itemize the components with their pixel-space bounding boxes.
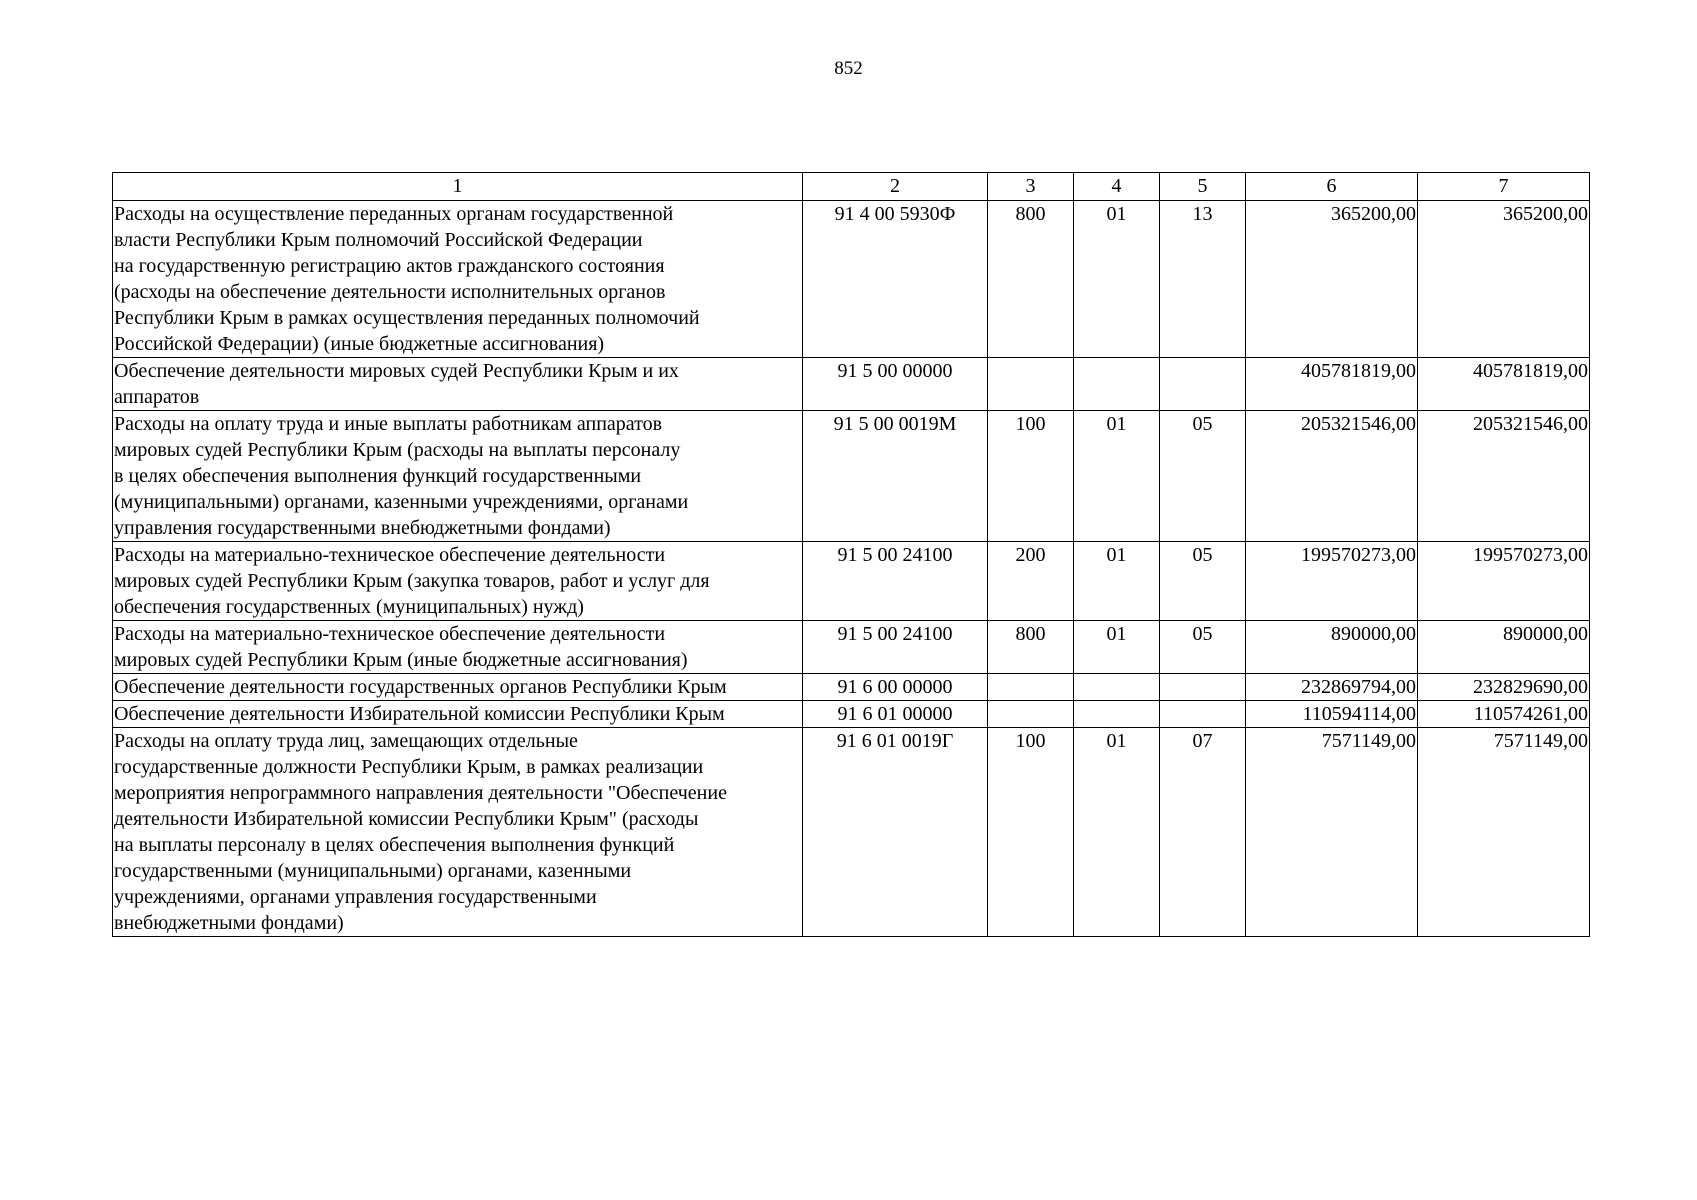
- amount-year-2: 365200,00: [1418, 201, 1590, 358]
- subsection-code: 07: [1160, 728, 1246, 937]
- description-line: учреждениями, органами управления государственными: [114, 886, 597, 908]
- section-code: [1074, 701, 1160, 728]
- description-line: на выплаты персоналу в целях обеспечения выполнения функций: [114, 834, 675, 856]
- column-header: 4: [1074, 173, 1160, 201]
- amount-year-2: 232829690,00: [1418, 674, 1590, 701]
- subsection-code: [1160, 358, 1246, 411]
- target-article-code: 91 5 00 24100: [803, 621, 988, 674]
- description-line: на государственную регистрацию актов гражданского состояния: [114, 255, 665, 277]
- table-row: [113, 201, 1590, 358]
- expense-type-code: [988, 674, 1074, 701]
- amount-year-1: 890000,00: [1246, 621, 1418, 674]
- amount-year-2: 199570273,00: [1418, 542, 1590, 621]
- column-header: 7: [1418, 173, 1590, 201]
- description-line: государственными (муниципальными) органами, казенными: [114, 860, 632, 882]
- section-code: 01: [1074, 621, 1160, 674]
- description-line: Республики Крым в рамках осуществления переданных полномочий: [114, 307, 700, 329]
- description-line: (муниципальными) органами, казенными учреждениями, органами: [114, 491, 689, 513]
- amount-year-2: 7571149,00: [1418, 728, 1590, 937]
- description-line: государственные должности Республики Крым, в рамках реализации: [114, 756, 704, 778]
- description-line: обеспечения государственных (муниципальных) нужд): [114, 596, 584, 618]
- subsection-code: [1160, 674, 1246, 701]
- expense-description: [113, 674, 803, 701]
- column-header: 5: [1160, 173, 1246, 201]
- amount-year-1: 365200,00: [1246, 201, 1418, 358]
- description-line: деятельности Избирательной комиссии Республики Крым" (расходы: [114, 808, 699, 830]
- header-row: [113, 173, 1590, 201]
- amount-year-1: 205321546,00: [1246, 411, 1418, 542]
- amount-year-2: 110574261,00: [1418, 701, 1590, 728]
- section-code: 01: [1074, 411, 1160, 542]
- expense-type-code: 100: [988, 728, 1074, 937]
- section-code: 01: [1074, 201, 1160, 358]
- table-row: [113, 674, 1590, 701]
- description-line: в целях обеспечения выполнения функций государственными: [114, 465, 642, 487]
- amount-year-1: 405781819,00: [1246, 358, 1418, 411]
- target-article-code: 91 5 00 24100: [803, 542, 988, 621]
- expense-description: [113, 358, 803, 411]
- expense-type-code: [988, 358, 1074, 411]
- amount-year-1: 7571149,00: [1246, 728, 1418, 937]
- subsection-code: 05: [1160, 542, 1246, 621]
- description-line: Расходы на оплату труда лиц, замещающих отдельные: [114, 730, 578, 752]
- expense-type-code: 800: [988, 201, 1074, 358]
- table-row: [113, 358, 1590, 411]
- amount-year-1: 199570273,00: [1246, 542, 1418, 621]
- description-line: внебюджетными фондами): [114, 912, 344, 934]
- description-line: Расходы на материально-техническое обеспечение деятельности: [114, 544, 666, 566]
- target-article-code: 91 6 01 00000: [803, 701, 988, 728]
- table-row: [113, 701, 1590, 728]
- section-code: [1074, 674, 1160, 701]
- table-row: [113, 621, 1590, 674]
- description-line: (расходы на обеспечение деятельности исполнительных органов: [114, 281, 666, 303]
- description-line: мировых судей Республики Крым (иные бюджетные ассигнования): [114, 649, 688, 671]
- expense-type-code: 100: [988, 411, 1074, 542]
- expense-description: [113, 201, 803, 358]
- amount-year-2: 890000,00: [1418, 621, 1590, 674]
- description-line: власти Республики Крым полномочий Российской Федерации: [114, 229, 643, 251]
- subsection-code: 13: [1160, 201, 1246, 358]
- table-row: [113, 542, 1590, 621]
- description-line: Обеспечение деятельности Избирательной комиссии Республики Крым: [114, 703, 725, 725]
- expense-description: [113, 411, 803, 542]
- description-line: управления государственными внебюджетными фондами): [114, 517, 611, 539]
- table-row: [113, 728, 1590, 937]
- amount-year-1: 110594114,00: [1246, 701, 1418, 728]
- column-header: 3: [988, 173, 1074, 201]
- description-line: Обеспечение деятельности государственных органов Республики Крым: [114, 676, 727, 698]
- description-line: Расходы на осуществление переданных органам государственной: [114, 203, 674, 225]
- subsection-code: 05: [1160, 621, 1246, 674]
- section-code: 01: [1074, 728, 1160, 937]
- description-line: аппаратов: [114, 386, 200, 408]
- column-header: 1: [113, 173, 803, 201]
- table-row: [113, 411, 1590, 542]
- target-article-code: 91 6 01 0019Г: [803, 728, 988, 937]
- budget-table: [112, 172, 1590, 937]
- target-article-code: 91 5 00 0019М: [803, 411, 988, 542]
- description-line: мероприятия непрограммного направления деятельности "Обеспечение: [114, 782, 727, 804]
- amount-year-2: 405781819,00: [1418, 358, 1590, 411]
- section-code: [1074, 358, 1160, 411]
- section-code: 01: [1074, 542, 1160, 621]
- amount-year-2: 205321546,00: [1418, 411, 1590, 542]
- description-line: Расходы на материально-техническое обеспечение деятельности: [114, 623, 666, 645]
- description-line: Расходы на оплату труда и иные выплаты работникам аппаратов: [114, 413, 663, 435]
- description-line: Российской Федерации) (иные бюджетные ассигнования): [114, 333, 605, 355]
- column-header: 2: [803, 173, 988, 201]
- expense-type-code: [988, 701, 1074, 728]
- subsection-code: 05: [1160, 411, 1246, 542]
- description-line: Обеспечение деятельности мировых судей Республики Крым и их: [114, 360, 679, 382]
- expense-description: [113, 701, 803, 728]
- description-line: мировых судей Республики Крым (расходы на выплаты персоналу: [114, 439, 681, 461]
- expense-description: [113, 728, 803, 937]
- target-article-code: 91 4 00 5930Ф: [803, 201, 988, 358]
- page-number: 852: [834, 58, 863, 79]
- expense-description: [113, 542, 803, 621]
- expense-type-code: 200: [988, 542, 1074, 621]
- target-article-code: 91 5 00 00000: [803, 358, 988, 411]
- expense-type-code: 800: [988, 621, 1074, 674]
- subsection-code: [1160, 701, 1246, 728]
- column-header: 6: [1246, 173, 1418, 201]
- target-article-code: 91 6 00 00000: [803, 674, 988, 701]
- description-line: мировых судей Республики Крым (закупка товаров, работ и услуг для: [114, 570, 710, 592]
- amount-year-1: 232869794,00: [1246, 674, 1418, 701]
- expense-description: [113, 621, 803, 674]
